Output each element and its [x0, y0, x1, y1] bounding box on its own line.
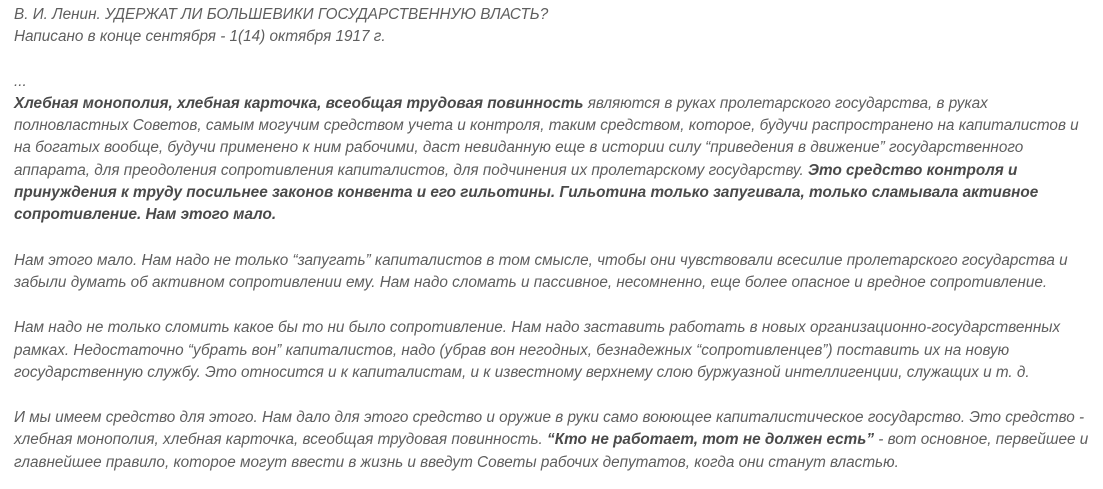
paragraph-1-bold-start: Хлебная монополия, хлебная карточка, всеобщая трудовая повинность [14, 94, 584, 112]
paragraph-1-bold-end: Это средство контроля и принуждения к труду посильнее законов конвента и его гильотины. Гильотина только запугивала, только сламывала активное сопротивление. Нам этого мало. [14, 161, 1039, 224]
paragraph-4-text-end: - вот основное, первейшее и главнейшее правило, которое могут ввести в жизнь и введут Советы рабочих депутатов, когда они станут властью. [14, 431, 1089, 471]
paragraph-1 [14, 93, 1090, 227]
paragraph-4 [14, 407, 1090, 474]
spacer [14, 49, 1090, 71]
paragraph-1-text: являются в руках пролетарского государства, в руках полновластных Советов, самым могучим средством учета и контроля, таким средством, которое, будучи распространено на капиталистов и на богатых вообще, будучи применено к ним рабочими, даст невиданную еще в истории силу “приведения в движение” государственного аппарата, для преодоления сопротивления капиталистов, для подчинения их пролетарскому государству. [14, 94, 1079, 179]
document-title: В. И. Ленин. УДЕРЖАТ ЛИ БОЛЬШЕВИКИ ГОСУДАРСТВЕННУЮ ВЛАСТЬ? [14, 6, 549, 23]
document-body [14, 4, 1090, 474]
paragraph-4-text: И мы имеем средство для этого. Нам дало для этого средство и оружие в руки само воюющее капиталистическое государство. Это средство - хлебная монополия, хлебная карточка, всеобщая трудовая повинность. [14, 409, 1085, 449]
spacer [14, 294, 1090, 317]
spacer [14, 384, 1090, 407]
ellipsis: ... [14, 72, 27, 90]
paragraph-3: Нам надо не только сломить какое бы то ни было сопротивление. Нам надо заставить работать в новых организационно-государственных рамках. Недостаточно “убрать вон” капиталистов, надо (убрав вон негодных, безнадежных “сопротивленцев”) поставить их на новую государственную службу. Это относится и к капиталистам, и к известному верхнему слою буржуазной интеллигенции, служащих и т. д. [14, 319, 1061, 381]
spacer [14, 227, 1090, 250]
paragraph-4-bold-quote: “Кто не работает, тот не должен есть” [547, 431, 874, 449]
paragraph-2: Нам этого мало. Нам надо не только “запугать” капиталистов в том смысле, чтобы они чувствовали всесилие пролетарского государства и забыли думать об активном сопротивлении ему. Нам надо сломать и пассивное, несомненно, еще более опасное и вредное сопротивление. [14, 251, 1068, 291]
written-date: Написано в конце сентября - 1(14) октября 1917 г. [14, 28, 386, 46]
